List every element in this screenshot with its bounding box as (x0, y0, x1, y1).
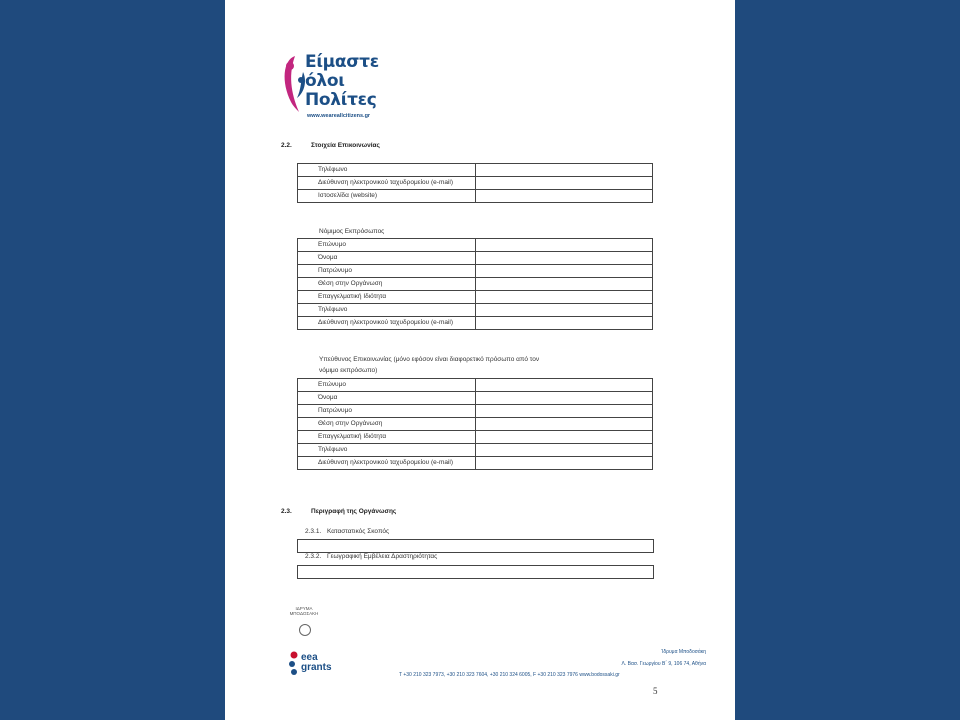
subsection-number: 2.3.1. (305, 528, 322, 535)
table-row (298, 379, 653, 392)
table-row (298, 457, 653, 470)
org-logo-line-1: ΙΔΡΥΜΑ (295, 606, 313, 611)
eea-line-2: grants (301, 662, 332, 673)
table-row (298, 239, 653, 252)
legal-representative-label: Νόμιμος Εκπρόσωπος (319, 228, 385, 235)
table-row (298, 265, 653, 278)
table-row (298, 177, 653, 190)
eea-grants-logo (287, 648, 347, 678)
row-label: Επαγγελματική Ιδιότητα (298, 291, 476, 304)
value-cell[interactable] (476, 265, 653, 278)
row-label: Όνομα (298, 252, 476, 265)
value-cell[interactable] (476, 252, 653, 265)
table-row (298, 444, 653, 457)
table-row (298, 164, 653, 177)
contact-table (297, 163, 653, 203)
eea-line-1: eea (301, 652, 318, 663)
value-cell[interactable] (476, 291, 653, 304)
row-label: Διεύθυνση ηλεκτρονικού ταχυδρομείου (e-mail) (298, 177, 476, 190)
table-row (298, 304, 653, 317)
subsection-title: Καταστατικός Σκοπός (327, 528, 390, 535)
row-label: Διεύθυνση ηλεκτρονικού ταχυδρομείου (e-mail) (298, 317, 476, 330)
table-row (298, 317, 653, 330)
value-cell[interactable] (476, 317, 653, 330)
eea-flag-icon (287, 650, 301, 678)
value-cell[interactable] (476, 190, 653, 203)
row-label: Τηλέφωνο (298, 304, 476, 317)
row-label: Διεύθυνση ηλεκτρονικού ταχυδρομείου (e-mail) (298, 457, 476, 470)
section-2-3-heading (281, 508, 396, 515)
section-title: Περιγραφή της Οργάνωσης (311, 508, 397, 515)
legal-representative-table (297, 238, 653, 330)
logo-line-1: Είμαστε (305, 52, 379, 72)
seal-icon (299, 624, 311, 636)
logo-line-2: όλοι (305, 71, 345, 91)
table-row (298, 405, 653, 418)
row-label: Επώνυμο (298, 379, 476, 392)
value-cell[interactable] (476, 304, 653, 317)
value-cell[interactable] (476, 164, 653, 177)
subsection-2-3-2-heading (305, 553, 437, 560)
table-row (298, 190, 653, 203)
footer-address: Λ. Βασ. Γεωργίου Β΄ 9, 106 74, Αθήνα (621, 661, 706, 667)
table-row (298, 431, 653, 444)
section-2-2-heading (281, 142, 380, 149)
row-label: Θέση στην Οργάνωση (298, 418, 476, 431)
statutory-purpose-field[interactable] (297, 539, 654, 553)
value-cell[interactable] (476, 379, 653, 392)
table-row (298, 392, 653, 405)
row-label: Πατρώνυμο (298, 265, 476, 278)
value-cell[interactable] (476, 392, 653, 405)
table-row (298, 291, 653, 304)
row-label: Επώνυμο (298, 239, 476, 252)
section-number: 2.3. (281, 508, 292, 515)
communication-head-label-line-1: Υπεύθυνος Επικοινωνίας (μόνο εφόσον είναι διαφορετικό πρόσωπο από τον (319, 356, 540, 363)
section-number: 2.2. (281, 142, 292, 149)
value-cell[interactable] (476, 444, 653, 457)
subsection-title: Γεωγραφική Εμβέλεια Δραστηριότητας (327, 553, 438, 560)
row-label: Θέση στην Οργάνωση (298, 278, 476, 291)
value-cell[interactable] (476, 431, 653, 444)
subsection-2-3-1-heading (305, 528, 389, 535)
row-label: Όνομα (298, 392, 476, 405)
value-cell[interactable] (476, 239, 653, 252)
we-are-all-citizens-logo (281, 50, 411, 125)
document-page (225, 0, 735, 720)
section-title: Στοιχεία Επικοινωνίας (311, 142, 380, 149)
logo-line-3: Πολίτες (305, 90, 377, 110)
communication-head-label (319, 354, 539, 376)
table-row (298, 252, 653, 265)
footer-org-name: Ίδρυμα Μποδοσάκη (661, 649, 706, 655)
value-cell[interactable] (476, 177, 653, 190)
row-label: Τηλέφωνο (298, 164, 476, 177)
value-cell[interactable] (476, 457, 653, 470)
table-row (298, 418, 653, 431)
logo-url: www.weareallcitizens.gr (307, 113, 371, 119)
page-number: 5 (653, 686, 658, 696)
table-row (298, 278, 653, 291)
logo-text (305, 53, 379, 110)
row-label: Πατρώνυμο (298, 405, 476, 418)
row-label: Τηλέφωνο (298, 444, 476, 457)
communication-head-table (297, 378, 653, 470)
org-logo-line-2: ΜΠΟΔΟΣΑΚΗ (289, 611, 319, 616)
value-cell[interactable] (476, 278, 653, 291)
geographic-scope-field[interactable] (297, 565, 654, 579)
eea-grants-text (301, 653, 332, 673)
subsection-number: 2.3.2. (305, 553, 322, 560)
bodossaki-foundation-logo (287, 606, 321, 616)
communication-head-label-line-2: νόμιμο εκπρόσωπο) (319, 367, 378, 374)
row-label: Επαγγελματική Ιδιότητα (298, 431, 476, 444)
row-label: Ιστοσελίδα (website) (298, 190, 476, 203)
value-cell[interactable] (476, 405, 653, 418)
footer-contact-line: T +30 210 323 7973, +30 210 323 7604, +30 210 324 6005, F +30 210 323 7976 www.bodossaki.gr (399, 672, 620, 678)
value-cell[interactable] (476, 418, 653, 431)
